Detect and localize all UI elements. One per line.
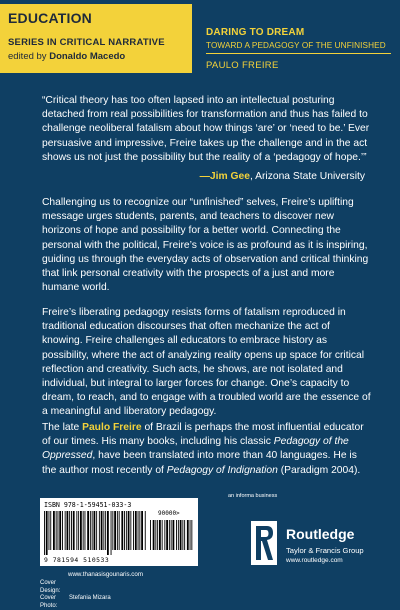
- barcode-bar: [155, 520, 156, 550]
- barcode-bar: [184, 520, 185, 550]
- bio-mid: of Brazil is perhaps the most influential educator of our times. His many books, including his classic: [42, 422, 364, 448]
- barcode-bar: [111, 511, 112, 555]
- barcode-bar: [162, 520, 163, 550]
- quote-attribution: [42, 171, 365, 182]
- series-editor: [8, 51, 125, 62]
- barcode-bar: [135, 511, 137, 550]
- barcode-bar: [96, 511, 97, 550]
- barcode-bar: [83, 511, 84, 550]
- barcode-bar: [112, 511, 113, 550]
- credit-label: Cover Photo:: [40, 595, 58, 609]
- barcode-bar: [190, 520, 191, 550]
- barcode-bar: [44, 511, 45, 555]
- bio-author-name: Paulo Freire: [82, 422, 142, 433]
- barcode-bar: [92, 511, 93, 550]
- designer-website: www.thanasisgounaris.com: [68, 571, 143, 578]
- barcode-bar: [128, 511, 130, 550]
- barcode-bar: [191, 520, 192, 550]
- barcode-bar: [114, 511, 116, 550]
- barcode-bar: [139, 511, 140, 550]
- credit-value: Stefania Mizara: [69, 595, 111, 601]
- barcode-bar: [65, 511, 66, 550]
- barcode-bar: [153, 520, 155, 550]
- credit-row: [40, 580, 111, 595]
- barcode-bar: [87, 511, 89, 550]
- book-author: PAULO FREIRE: [206, 60, 279, 71]
- barcode-bar: [107, 511, 109, 555]
- barcode-bar: [85, 511, 86, 550]
- barcode-number: 9 781594 510533: [44, 556, 110, 564]
- barcode-bar: [117, 511, 118, 550]
- barcode-bar: [94, 511, 96, 550]
- barcode-bar: [99, 511, 100, 550]
- barcode-bar: [157, 520, 158, 550]
- attribution-affiliation: , Arizona State University: [249, 171, 365, 182]
- barcode-bar: [90, 511, 91, 550]
- bio-pre: The late: [42, 422, 83, 433]
- credit-row: [40, 595, 111, 610]
- bio-book-2: Pedagogy of Indignation: [166, 464, 278, 476]
- book-subtitle: TOWARD A PEDAGOGY OF THE UNFINISHED: [206, 41, 391, 54]
- editor-name: Donaldo Macedo: [49, 51, 126, 62]
- barcode-bar: [62, 511, 63, 550]
- barcode-bar: [164, 520, 165, 550]
- barcode-bar: [50, 511, 51, 550]
- barcode-bar: [67, 511, 69, 550]
- barcode-bar: [169, 520, 170, 550]
- cover-credits: [40, 580, 111, 610]
- barcode-bar: [141, 511, 143, 550]
- barcode-addon: [150, 520, 194, 555]
- barcode-bar: [138, 511, 139, 550]
- barcode-bar: [103, 511, 104, 550]
- publisher-group: Taylor & Francis Group: [286, 546, 364, 555]
- barcode-bar: [78, 511, 79, 550]
- barcode-bar: [159, 520, 161, 550]
- barcode-bar: [176, 520, 177, 550]
- book-title: DARING TO DREAM: [206, 27, 305, 38]
- barcode-bar: [80, 511, 82, 550]
- barcode-bar: [171, 520, 172, 550]
- barcode-bar: [119, 511, 120, 550]
- informa-tagline: an informa business: [228, 493, 278, 499]
- barcode-bar: [73, 511, 75, 550]
- barcode-bar: [180, 520, 182, 550]
- barcode-bar: [182, 520, 183, 550]
- barcode-bar: [121, 511, 123, 550]
- barcode-bar: [173, 520, 175, 550]
- series-box: [0, 4, 192, 73]
- barcode-addon-number: 90000>: [158, 510, 180, 517]
- barcode-bar: [53, 511, 55, 550]
- barcode-bar: [105, 511, 106, 550]
- barcode-main: [44, 511, 148, 555]
- barcode-bar: [187, 520, 189, 550]
- barcode-bar: [133, 511, 134, 550]
- barcode-bar: [150, 520, 151, 550]
- bio-mid-2: , have been translated into more than 40 languages. He is the author most recently of: [42, 450, 357, 476]
- barcode-bar: [101, 511, 103, 550]
- credit-label: Cover Design:: [40, 580, 61, 594]
- description-paragraph-1: Challenging us to recognize our “unfinished” selves, Freire’s uplifting message urges students, parents, and teachers to discover new horizons of hope and possibility for a better world. Connecting the personal with the political, Freire’s voice is as profound as it is inspiring, guiding us through the everyday acts of observation and critical thinking that link personal creativity with the prospects of a just and more humane world.: [42, 197, 369, 294]
- barcode-bar: [56, 511, 57, 550]
- barcode-bar: [58, 511, 59, 550]
- publisher-url: www.routledge.com: [286, 557, 343, 564]
- barcode-bar: [145, 511, 146, 550]
- barcode-box: [40, 498, 198, 566]
- editor-prefix: edited by: [8, 51, 50, 62]
- bio-book-1: Pedagogy of the Oppressed: [42, 436, 349, 462]
- attribution-dash: —: [199, 171, 210, 182]
- barcode-bar: [46, 511, 48, 555]
- barcode-bar: [59, 511, 61, 550]
- series-name: SERIES IN CRITICAL NARRATIVE: [8, 37, 165, 48]
- barcode-bar: [124, 511, 125, 550]
- attribution-name: Jim Gee: [209, 171, 250, 182]
- barcode-bar: [126, 511, 127, 550]
- barcode-bar: [49, 511, 50, 550]
- barcode-bar: [178, 520, 179, 550]
- barcode-bar: [71, 511, 72, 550]
- publisher-name: Routledge: [286, 526, 355, 542]
- bio-post: (Paradigm 2004).: [277, 464, 361, 476]
- barcode-bar: [76, 511, 77, 550]
- endorsement-quote: “Critical theory has too often lapsed into an intellectual posturing detached from real possibilities for transformation and thus has failed to challenge neoliberal fatalism about how things ‘are’ or ‘need to be.’ Ever persuasive and impressive, Freire takes up the challenge and in the act shows us not just the possibility but the reality of a ‘pedagogy of hope.’”: [42, 95, 370, 163]
- series-category: EDUCATION: [8, 10, 92, 26]
- isbn-text: ISBN 978-1-59451-033-3: [44, 501, 132, 509]
- barcode-bar: [69, 511, 70, 550]
- description-paragraph-2: Freire’s liberating pedagogy resists forms of fatalism reproduced in traditional education discourses that often mechanize the act of knowing. Freire challenges all educators to embrace history as possibility, where the act of analyzing reality opens up space for critical reflection and creativity. Such acts, he shows, are not isolated and individual, but integral to larger forces for change. One’s capacity to dream, to reach, and to engage with a troubled world are the essence of a meaningful and liberatory pedagogy.: [42, 307, 371, 418]
- author-bio: [42, 421, 372, 478]
- routledge-logo-icon: [250, 520, 278, 566]
- barcode-bar: [166, 520, 168, 550]
- barcode-bar: [130, 511, 131, 550]
